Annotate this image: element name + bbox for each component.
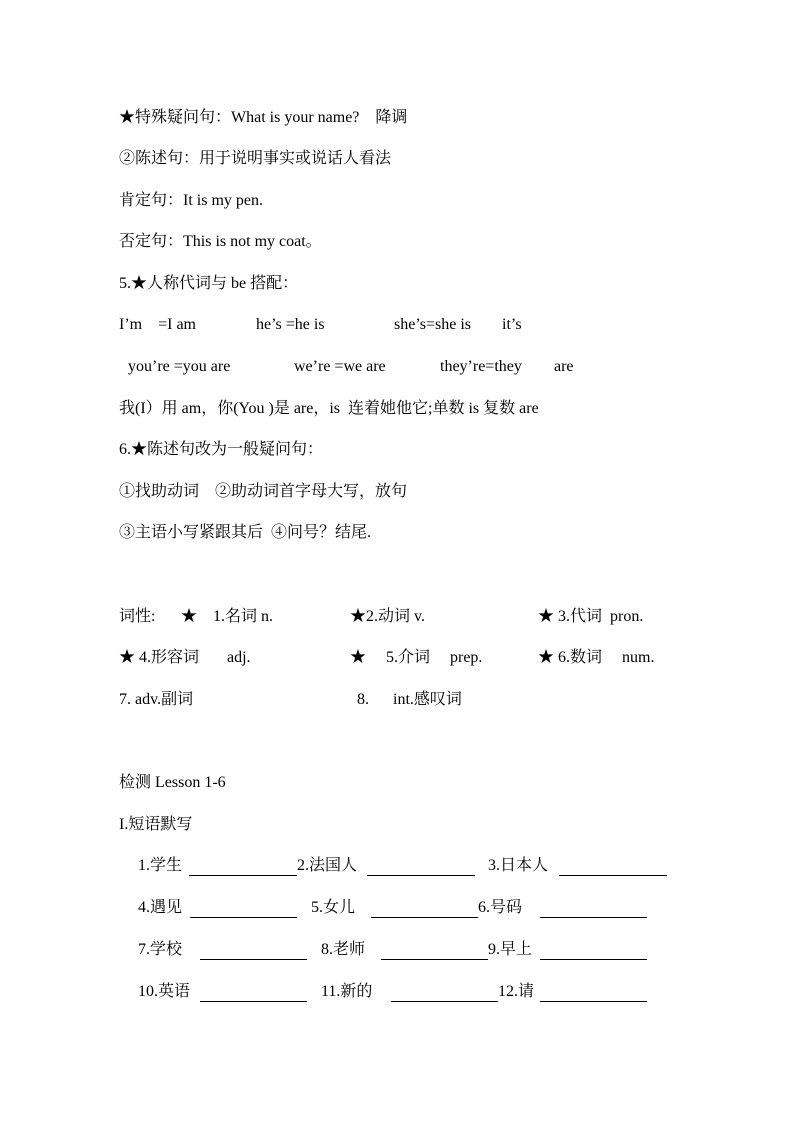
answer-blank[interactable] [367, 875, 475, 876]
parts-of-speech-label: 词性: [119, 608, 156, 625]
test-item-label: 11.新的 [321, 983, 373, 1000]
answer-blank[interactable] [190, 917, 297, 918]
pos-pronoun: ★ 3.代词 pron. [538, 608, 644, 625]
to-question-heading: 6.★陈述句改为一般疑问句： [119, 441, 324, 458]
pronoun-contraction-you-are: you’re =you are [128, 358, 231, 375]
question-steps-line-1: ①找助动词 ②助动词首字母大写，放句 [119, 483, 408, 500]
answer-blank[interactable] [189, 875, 297, 876]
answer-blank[interactable] [200, 959, 307, 960]
pos-adverb: 7. adv.副词 [119, 691, 194, 708]
test-item-label: 6.号码 [478, 899, 523, 916]
answer-blank[interactable] [381, 959, 488, 960]
pronoun-contraction-she-is: she’s=she is [394, 316, 472, 333]
test-item-label: 1.学生 [138, 857, 183, 874]
test-item-label: 12.请 [498, 983, 535, 1000]
pos-preposition: ★ 5.介词 prep. [350, 649, 483, 666]
be-verb-rule-line: 我(I）用 am，你(You )是 are，is 连着她他它;单数 is 复数 are [119, 400, 539, 417]
test-title: 检测 Lesson 1-6 [119, 774, 226, 791]
pos-adjective: ★ 4.形容词 adj. [119, 649, 251, 666]
answer-blank[interactable] [391, 1001, 498, 1002]
answer-blank[interactable] [371, 917, 478, 918]
pos-verb: ★2.动词 v. [350, 608, 425, 625]
special-question-line: ★特殊疑问句：What is your name? 降调 [119, 109, 408, 126]
test-section-title: I.短语默写 [119, 816, 193, 833]
test-item-label: 7.学校 [138, 941, 183, 958]
pronoun-contraction-are: are [554, 358, 574, 375]
test-item-label: 5.女儿 [311, 899, 356, 916]
pronoun-contraction-it-is: it’s [502, 316, 522, 333]
test-item-label: 10.英语 [138, 983, 191, 1000]
pronoun-contraction-we-are: we’re =we are [294, 358, 386, 375]
pronoun-contraction-i-am: I’m =I am [119, 316, 196, 333]
pronoun-contraction-he-is: he’s =he is [256, 316, 325, 333]
pos-numeral: ★ 6.数词 num. [538, 649, 655, 666]
question-steps-line-2: ③主语小写紧跟其后 ④问号？结尾. [119, 524, 372, 541]
test-item-label: 8.老师 [321, 941, 366, 958]
test-item-label: 9.早上 [488, 941, 533, 958]
test-item-label: 3.日本人 [488, 857, 549, 874]
pronoun-contraction-they: they’re=they [440, 358, 522, 375]
negative-sentence-line: 否定句：This is not my coat。 [119, 233, 322, 250]
answer-blank[interactable] [540, 959, 647, 960]
answer-blank[interactable] [200, 1001, 307, 1002]
answer-blank[interactable] [559, 875, 667, 876]
pos-interjection: 8. int.感叹词 [357, 691, 462, 708]
answer-blank[interactable] [540, 917, 647, 918]
answer-blank[interactable] [540, 1001, 647, 1002]
affirmative-sentence-line: 肯定句：It is my pen. [119, 192, 263, 209]
declarative-sentence-heading: ②陈述句：用于说明事实或说话人看法 [119, 150, 392, 167]
pronoun-be-heading: 5.★人称代词与 be 搭配： [119, 275, 299, 292]
test-item-label: 4.遇见 [138, 899, 183, 916]
test-item-label: 2.法国人 [297, 857, 358, 874]
pos-noun: ★ 1.名词 n. [181, 608, 274, 625]
